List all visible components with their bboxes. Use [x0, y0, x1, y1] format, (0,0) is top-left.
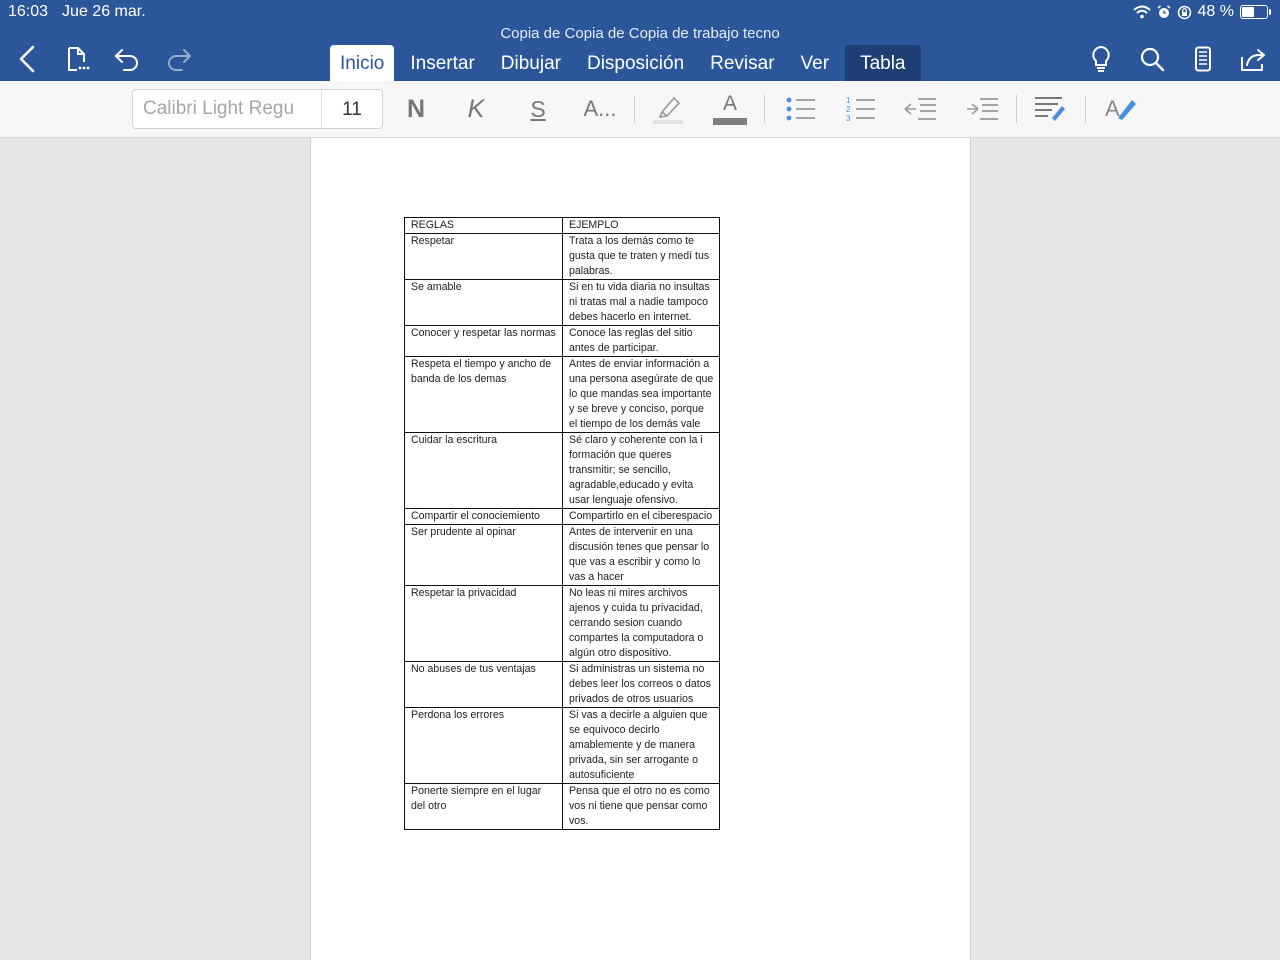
toolbar-separator [764, 95, 765, 123]
cell-regla[interactable]: Respetar [405, 234, 563, 280]
tab-insertar[interactable]: Insertar [410, 53, 475, 74]
svg-text:3: 3 [846, 114, 851, 123]
toolbar-separator [634, 95, 635, 123]
status-bar-right [1133, 3, 1268, 21]
top-bar [0, 0, 1280, 81]
cell-ejemplo[interactable]: Compartirlo en el ciberespacio [563, 509, 720, 525]
tab-disposicion[interactable]: Disposición [586, 53, 685, 74]
svg-text:1: 1 [846, 96, 851, 105]
status-time: 16:03 [8, 3, 49, 20]
cell-ejemplo[interactable]: Conoce las reglas del sitio antes de participar. [563, 326, 720, 357]
table-row [405, 280, 720, 326]
cell-regla[interactable]: Se amable [405, 280, 563, 326]
table-row [405, 662, 720, 708]
table-header-row [405, 218, 720, 234]
font-color-button[interactable] [710, 91, 750, 127]
back-chevron-icon[interactable] [12, 44, 42, 74]
decrease-indent-icon[interactable] [900, 91, 940, 127]
rules-table[interactable] [404, 217, 720, 830]
increase-indent-icon[interactable] [962, 91, 1002, 127]
tab-revisar[interactable]: Revisar [710, 53, 775, 74]
tab-inicio[interactable]: Inicio [330, 45, 394, 81]
alarm-icon [1157, 5, 1171, 19]
cell-ejemplo[interactable]: Trata a los demás como te gusta que te traten y medí tus palabras. [563, 234, 720, 280]
numbered-list-icon[interactable] [840, 91, 880, 127]
battery-percent: 48 % [1197, 3, 1234, 20]
styles-button[interactable] [1100, 91, 1140, 127]
cell-ejemplo[interactable]: Antes de intervenir en una discusión tenes que pensar lo que vas a escribir y como lo vas a hacer [563, 525, 720, 586]
bullet-list-icon[interactable] [780, 91, 820, 127]
styles-glyph [1102, 94, 1138, 124]
font-color-glyph [713, 93, 747, 125]
cell-ejemplo[interactable]: Si administras un sistema no debes leer los correos o datos privados de otros usuarios [563, 662, 720, 708]
cell-regla[interactable]: Respetar la privacidad [405, 586, 563, 662]
table-row [405, 784, 720, 830]
toolbar-separator [1016, 95, 1017, 123]
font-selector [132, 89, 383, 129]
cell-ejemplo[interactable]: Si vas a decirle a alguien que se equivoco decirlo amablemente y de manera privada, sin ser arrogante o autosuficiente [563, 708, 720, 784]
ribbon-tabs [330, 45, 927, 81]
cell-ejemplo[interactable]: Antes de enviar información a una persona asegúrate de que lo que mandas sea importante y se breve y conciso, porque el tiempo de los demás vale [563, 357, 720, 433]
italic-button[interactable]: K [467, 94, 485, 123]
header-cell-ejemplo[interactable]: EJEMPLO [563, 218, 720, 234]
file-icon[interactable] [62, 44, 92, 74]
wifi-icon [1133, 5, 1151, 19]
battery-icon [1240, 5, 1268, 19]
table-row [405, 586, 720, 662]
table-row [405, 708, 720, 784]
brush-icon [1116, 96, 1138, 120]
lightbulb-icon[interactable] [1086, 44, 1116, 74]
cell-regla[interactable]: Respeta el tiempo y ancho de banda de los demas [405, 357, 563, 433]
battery-fill [1242, 7, 1254, 17]
underline-button[interactable]: S [530, 95, 546, 122]
more-format-button[interactable]: A... [583, 96, 617, 121]
undo-icon[interactable] [112, 44, 142, 74]
rotation-lock-icon [1177, 5, 1192, 20]
tab-dibujar[interactable]: Dibujar [500, 53, 561, 74]
font-color-letter: A [722, 92, 737, 115]
table-row [405, 525, 720, 586]
table-row [405, 433, 720, 509]
cell-regla[interactable]: Compartir el conociemiento [405, 509, 563, 525]
highlight-icon[interactable] [648, 91, 688, 127]
styles-letter: A [1105, 96, 1120, 121]
cell-ejemplo[interactable]: No leas ni mires archivos ajenos y cuida tu privacidad, cerrando sesion cuando compartes la computadora o algún otro dispositivo. [563, 586, 720, 662]
cell-regla[interactable]: Cuidar la escritura [405, 433, 563, 509]
document-title[interactable]: Copia de Copia de Copia de trabajo tecno [500, 25, 780, 42]
toolbar-separator [1085, 95, 1086, 123]
phone-icon[interactable] [1188, 44, 1218, 74]
cell-regla[interactable]: Ponerte siempre en el lugar del otro [405, 784, 563, 830]
status-date: Jue 26 mar. [62, 3, 146, 20]
formatting-toolbar [0, 81, 1280, 138]
status-bar-left [8, 3, 146, 21]
table-row [405, 234, 720, 280]
cell-ejemplo[interactable]: Sé claro y coherente con la i formación que queres transmitir; se sencillo, agradable,educado y evita usar lenguaje ofensivo. [563, 433, 720, 509]
table-row [405, 509, 720, 525]
cell-regla[interactable]: Conocer y respetar las normas [405, 326, 563, 357]
cell-regla[interactable]: Ser prudente al opinar [405, 525, 563, 586]
cell-regla[interactable]: Perdona los errores [405, 708, 563, 784]
cell-ejemplo[interactable]: Pensa que el otro no es como vos ni tiene que pensar como vos. [563, 784, 720, 830]
tab-ver[interactable]: Ver [800, 53, 830, 74]
table-row [405, 357, 720, 433]
font-size-field[interactable]: 11 [342, 99, 362, 120]
search-icon[interactable] [1137, 44, 1167, 74]
table-body [405, 218, 720, 830]
font-name-field[interactable]: Calibri Light Regu [133, 90, 322, 128]
svg-text:2: 2 [846, 105, 851, 114]
document-page[interactable] [310, 138, 971, 960]
header-cell-reglas[interactable]: REGLAS [405, 218, 563, 234]
cell-regla[interactable]: No abuses de tus ventajas [405, 662, 563, 708]
share-icon[interactable] [1238, 44, 1268, 74]
bold-button[interactable]: N [406, 94, 426, 123]
table-row [405, 326, 720, 357]
cell-ejemplo[interactable]: Si en tu vida diaria no insultas ni tratas mal a nadie tampoco debes hacerlo en internet. [563, 280, 720, 326]
redo-icon[interactable] [164, 44, 194, 74]
tab-tabla[interactable]: Tabla [845, 45, 920, 81]
paragraph-format-icon[interactable] [1030, 91, 1070, 127]
font-color-swatch [713, 118, 747, 125]
